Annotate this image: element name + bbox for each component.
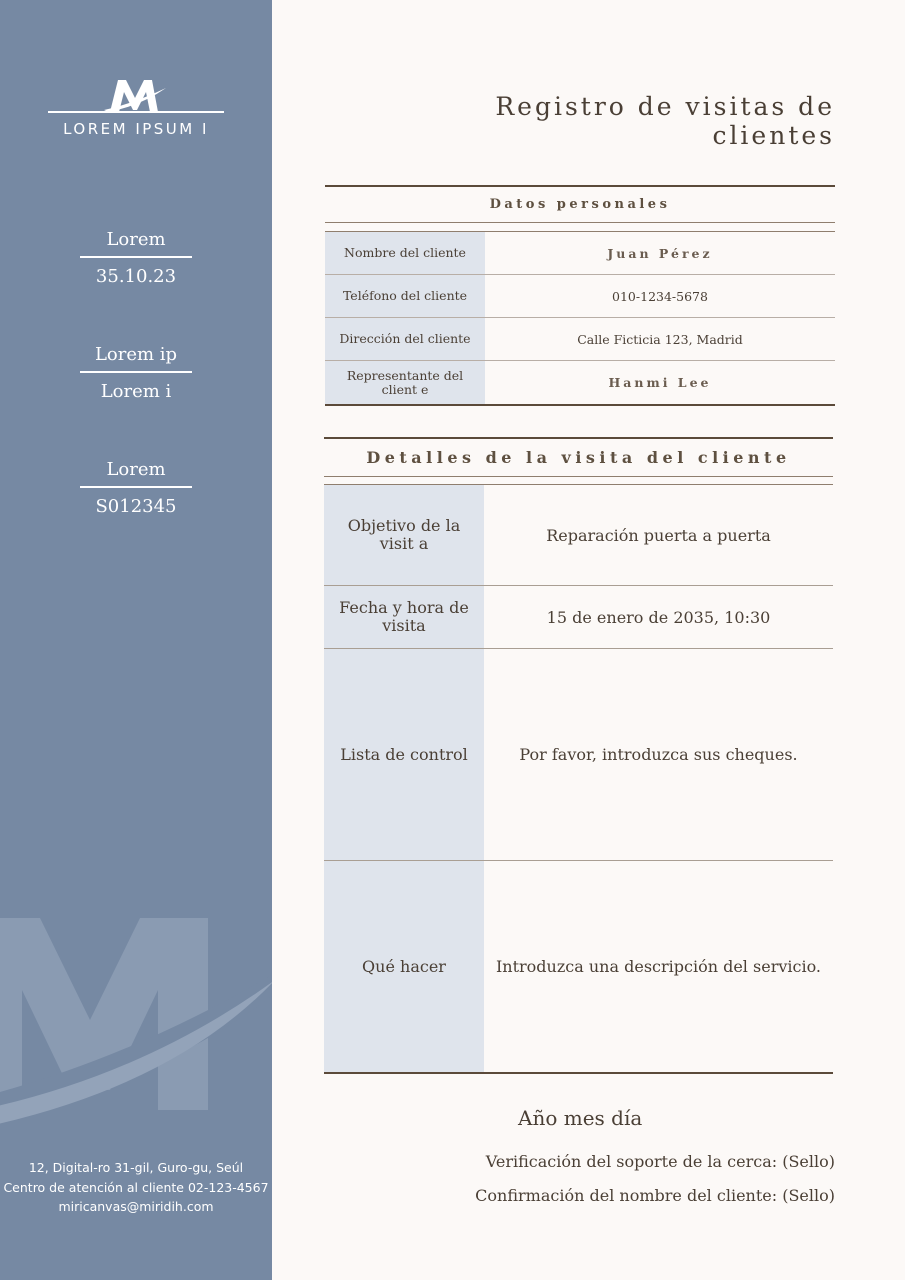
section-heading: Detalles de la visita del cliente: [324, 437, 833, 477]
side-label: Lorem: [106, 459, 166, 480]
section-heading: Datos personales: [325, 185, 835, 223]
side-info-code: [80, 456, 192, 520]
client-address-value: Calle Ficticia 123, Madrid: [577, 331, 743, 347]
logo-m-icon: [100, 76, 170, 116]
side-value: 35.10.23: [95, 266, 177, 287]
table-row: [325, 318, 835, 361]
row-label: Representante del client e: [325, 361, 485, 404]
page-title: [455, 92, 835, 150]
side-value: Lorem i: [100, 381, 172, 402]
side-value: S012345: [95, 496, 177, 517]
table-row: [324, 649, 833, 861]
contact-email: miricanvas@miridih.com: [58, 1199, 214, 1214]
row-label: Nombre del cliente: [325, 232, 485, 274]
row-label: Qué hacer: [324, 861, 484, 1072]
side-divider: [80, 371, 192, 373]
page-title-line1: Registro de visitas de: [495, 92, 835, 121]
row-label: Teléfono del cliente: [325, 275, 485, 317]
visit-details-section: [324, 437, 833, 1074]
contact-address: 12, Digital-ro 31-gil, Guro-gu, Seúl: [28, 1160, 244, 1175]
table-row: [324, 485, 833, 586]
row-label: Fecha y hora de visita: [324, 586, 484, 648]
client-name-value: Juan Pérez: [607, 245, 713, 261]
visit-datetime-value: 15 de enero de 2035, 10:30: [546, 607, 771, 627]
row-label: Objetivo de la visit a: [324, 485, 484, 585]
personal-data-section: [325, 185, 835, 406]
row-label: Dirección del cliente: [325, 318, 485, 360]
contact-phone: Centro de atención al cliente 02-123-4567: [3, 1179, 269, 1195]
table-row: [324, 586, 833, 649]
representative-value: Hanmi Lee: [608, 375, 712, 390]
side-divider: [80, 486, 192, 488]
side-divider: [80, 256, 192, 258]
side-info-name: [80, 341, 192, 405]
checklist-value: Por favor, introduzca sus cheques.: [519, 745, 798, 764]
fence-verification-signature: Verificación del soporte de la cerca: (Sello): [485, 1152, 835, 1171]
logo-text: LOREM IPSUM I: [63, 120, 209, 138]
visit-purpose-value: Reparación puerta a puerta: [546, 525, 771, 545]
table-row: [325, 275, 835, 318]
contact-info: [0, 1158, 272, 1217]
row-label: Lista de control: [324, 649, 484, 860]
date-placeholder: Año mes día: [518, 1106, 643, 1130]
side-info-date: [80, 226, 192, 290]
todo-value: Introduzca una descripción del servicio.: [495, 957, 822, 976]
table-row: [325, 232, 835, 275]
side-label: Lorem: [106, 229, 166, 250]
client-confirmation-signature: Confirmación del nombre del cliente: (Sello): [475, 1186, 835, 1205]
watermark-m-icon: [0, 900, 272, 1130]
side-label: Lorem ip: [94, 344, 178, 365]
client-phone-value: 010-1234-5678: [612, 288, 708, 304]
sidebar: [0, 0, 272, 1280]
page-title-line2: clientes: [712, 121, 835, 150]
logo-underline: [48, 111, 224, 113]
table-row: [324, 861, 833, 1072]
personal-data-table: [325, 232, 835, 406]
visit-details-table: [324, 485, 833, 1074]
table-row: [325, 361, 835, 404]
